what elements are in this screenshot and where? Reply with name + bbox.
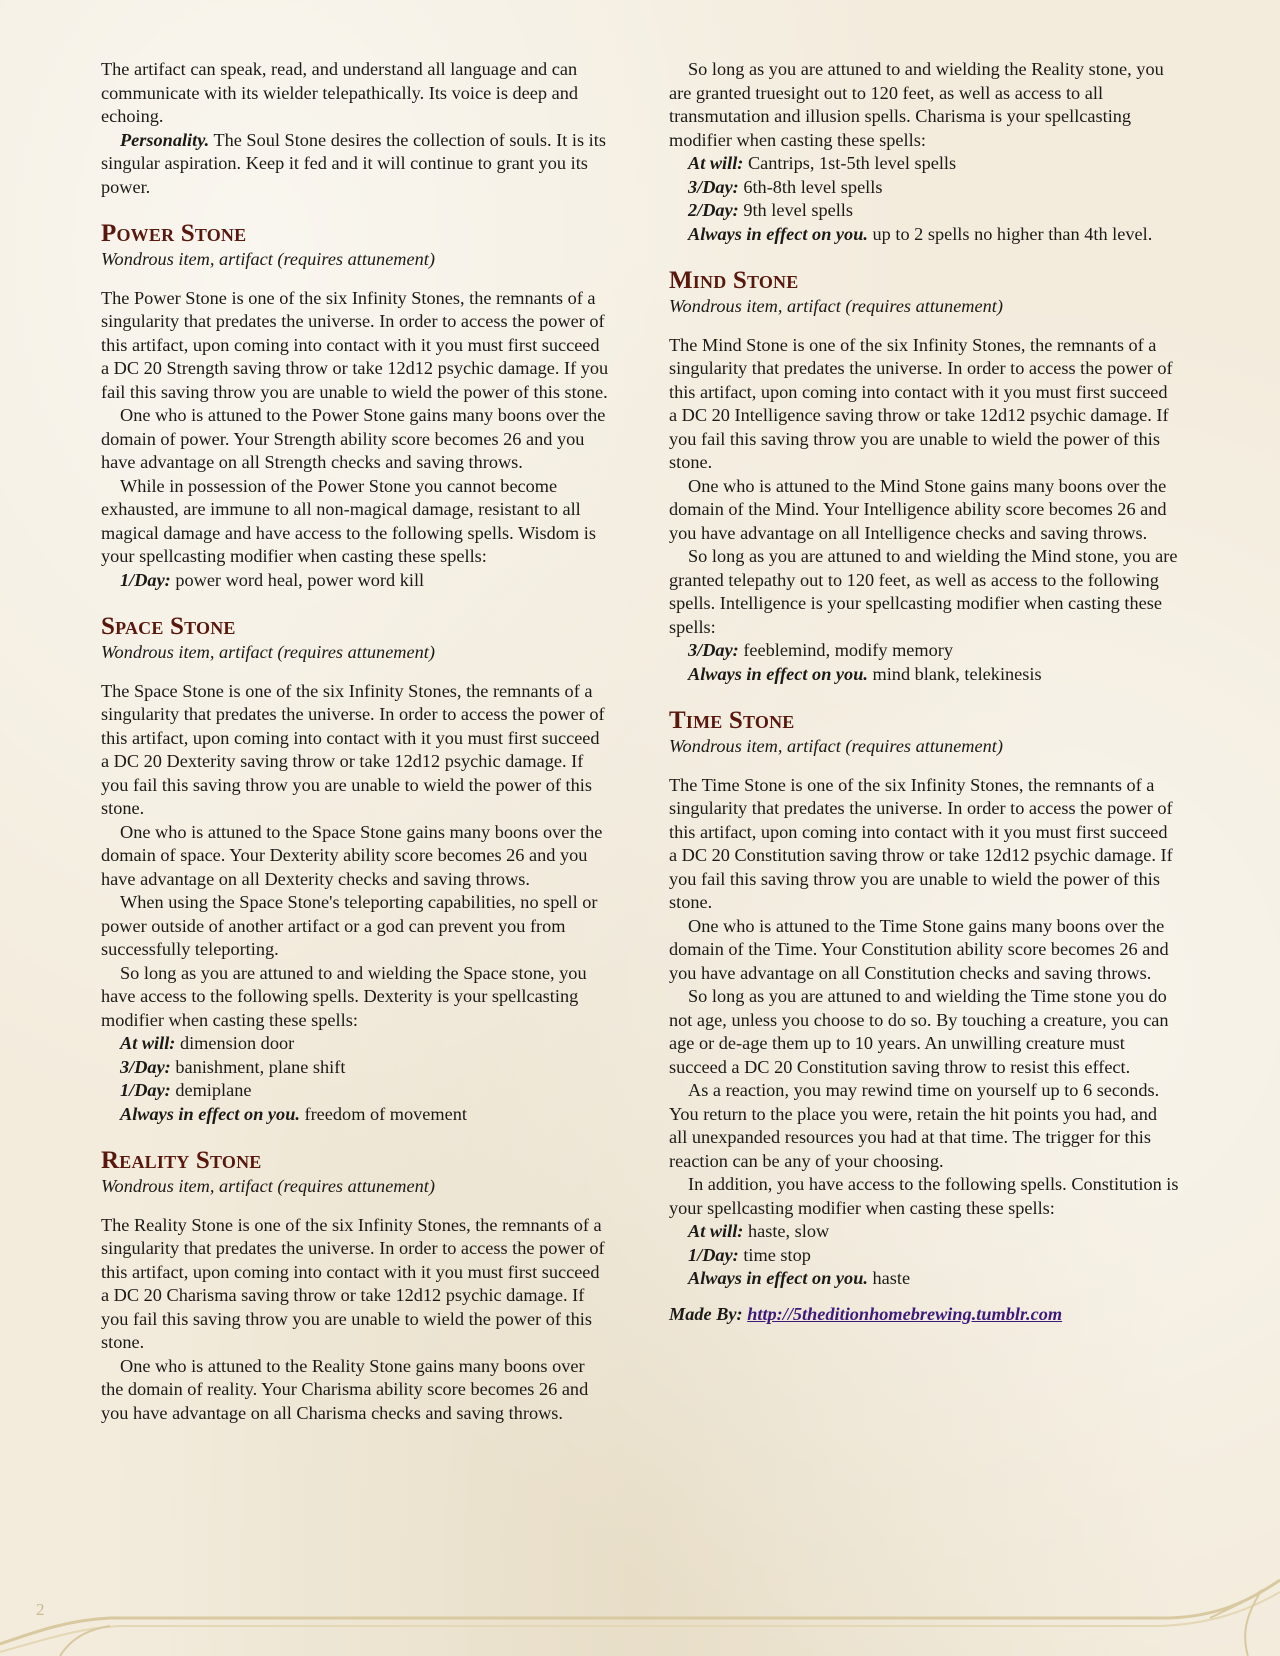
- spell-line: 1/Day: time stop: [688, 1244, 811, 1265]
- credit-label: Made By:: [669, 1303, 743, 1324]
- reality-stone-section: [101, 1147, 611, 1425]
- intro-paragraph: The artifact can speak, read, and understand all language and can communicate with its wielder telepathically. Its voice is deep and echoing.: [101, 59, 579, 126]
- space-paragraph-3: When using the Space Stone's teleporting capabilities, no spell or power outside of another artifact or a god can prevent you from successfully teleporting.: [101, 892, 598, 959]
- credit-link[interactable]: http://5theditionhomebrewing.tumblr.com: [747, 1303, 1063, 1324]
- space-paragraph-1: The Space Stone is one of the six Infinity Stones, the remnants of a singularity that predates the universe. In order to access the power of this artifact, upon coming into contact with it you must first succeed a DC 20 Dexterity saving throw or take 12d12 psychic damage. If you fail this saving throw you are unable to wield the power of this stone.: [101, 680, 605, 818]
- power-paragraph-2: One who is attuned to the Power Stone gains many boons over the domain of power. Your Strength ability score becomes 26 and you have advantage on all Strength checks and saving throws.: [101, 405, 606, 472]
- credit-line: [669, 1303, 1179, 1327]
- spell-line: 1/Day: demiplane: [120, 1080, 252, 1100]
- space-stone-title: Space Stone: [101, 613, 236, 640]
- spell-line: Always in effect on you. mind blank, telekinesis: [688, 663, 1042, 684]
- mind-stone-section: [669, 267, 1179, 686]
- mind-paragraph-2: One who is attuned to the Mind Stone gains many boons over the domain of the Mind. Your Intelligence ability score becomes 26 and you have advantage on all Intelligence checks and saving throws.: [669, 475, 1167, 543]
- reality-paragraph-3: So long as you are attuned to and wielding the Reality stone, you are granted truesight out to 120 feet, as well as access to all transmutation and illusion spells. Charisma is your spellcasting modifier when casting these spells:: [669, 59, 1164, 150]
- time-stone-subtitle: Wondrous item, artifact (requires attunement): [669, 736, 1003, 756]
- time-paragraph-5: In addition, you have access to the following spells. Constitution is your spellcasting modifier when casting these spells:: [669, 1174, 1179, 1218]
- reality-stone-subtitle: Wondrous item, artifact (requires attunement): [101, 1176, 435, 1196]
- spell-line: Always in effect on you. haste: [688, 1268, 911, 1288]
- mind-paragraph-3: So long as you are attuned to and wielding the Mind stone, you are granted telepathy out to 120 feet, as well as access to the following spells. Intelligence is your spellcasting modifier when casting these spells:: [669, 546, 1178, 637]
- mind-stone-title: Mind Stone: [669, 267, 799, 294]
- space-paragraph-4: So long as you are attuned to and wielding the Space stone, you have access to the following spells. Dexterity is your spellcasting modifier when casting these spells:: [101, 962, 587, 1030]
- spell-line: At will: dimension door: [120, 1033, 295, 1053]
- spell-line: 3/Day: feeblemind, modify memory: [688, 640, 954, 660]
- time-paragraph-2: One who is attuned to the Time Stone gains many boons over the domain of the Time. Your Constitution ability score becomes 26 and you have advantage on all Constitution checks and saving throws.: [669, 915, 1169, 983]
- reality-stone-title: Reality Stone: [101, 1147, 262, 1174]
- power-paragraph-3: While in possession of the Power Stone you cannot become exhausted, are immune to all non-magical damage, resistant to all magical damage and have access to the following spells. Wisdom is your spellcasting modifier when casting these spells:: [101, 475, 596, 566]
- personality-label: Personality.: [120, 129, 210, 150]
- time-paragraph-1: The Time Stone is one of the six Infinity Stones, the remnants of a singularity that predates the universe. In order to access the power of this artifact, upon coming into contact with it you must first succeed a DC 20 Constitution saving throw or take 12d12 psychic damage. If you fail this saving throw you are unable to wield the power of this stone.: [669, 774, 1173, 912]
- space-stone-subtitle: Wondrous item, artifact (requires attunement): [101, 642, 435, 662]
- personality-paragraph: Personality. The Soul Stone desires the collection of souls. It is its singular aspiration. Keep it fed and it will continue to grant you its power.: [101, 129, 606, 197]
- time-paragraph-3: So long as you are attuned to and wielding the Time stone you do not age, unless you choose to do so. By touching a creature, you can age or de-age them up to 10 years. An unwilling creature must succeed a DC 20 Constitution saving throw to resist this effect.: [669, 986, 1169, 1077]
- spell-line: 3/Day: 6th-8th level spells: [688, 176, 883, 197]
- spell-line: At will: haste, slow: [688, 1221, 830, 1241]
- spell-line: 1/Day: power word heal, power word kill: [120, 569, 425, 590]
- spell-line: 3/Day: banishment, plane shift: [120, 1056, 346, 1077]
- power-stone-title: Power Stone: [101, 220, 247, 247]
- power-paragraph-1: The Power Stone is one of the six Infinity Stones, the remnants of a singularity that predates the universe. In order to access the power of this artifact, upon coming into contact with it you must first succeed a DC 20 Strength saving throw or take 12d12 psychic damage. If you fail this saving throw you are unable to wield the power of this stone.: [101, 287, 609, 402]
- right-column: [669, 58, 1179, 1326]
- reality-paragraph-2: One who is attuned to the Reality Stone gains many boons over the domain of reality. Your Charisma ability score becomes 26 and you have advantage on all Charisma checks and saving throws.: [101, 1355, 589, 1423]
- power-stone-section: [101, 220, 611, 592]
- reality-paragraph-1: The Reality Stone is one of the six Infinity Stones, the remnants of a singularity that predates the universe. In order to access the power of this artifact, upon coming into contact with it you must first succeed a DC 20 Charisma saving throw or take 12d12 psychic damage. If you fail this saving throw you are unable to wield the power of this stone.: [101, 1214, 605, 1352]
- space-paragraph-2: One who is attuned to the Space Stone gains many boons over the domain of space. Your Dexterity ability score becomes 26 and you have advantage on all Dexterity checks and saving throws.: [101, 821, 603, 889]
- spell-line: At will: Cantrips, 1st-5th level spells: [688, 153, 957, 173]
- spell-line: 2/Day: 9th level spells: [688, 200, 854, 220]
- page-number: 2: [36, 1600, 45, 1619]
- mind-stone-subtitle: Wondrous item, artifact (requires attunement): [669, 296, 1003, 316]
- space-stone-section: [101, 613, 611, 1126]
- spell-line: Always in effect on you. up to 2 spells no higher than 4th level.: [688, 223, 1153, 244]
- spell-line: Always in effect on you. freedom of movement: [120, 1103, 467, 1124]
- time-paragraph-4: As a reaction, you may rewind time on yourself up to 6 seconds. You return to the place you were, retain the hit points you had, and all unexpanded resources you had at that time. The trigger for this reaction can be any of your choosing.: [669, 1080, 1160, 1171]
- footer-ornament: [0, 1560, 1280, 1656]
- mind-paragraph-1: The Mind Stone is one of the six Infinity Stones, the remnants of a singularity that predates the universe. In order to access the power of this artifact, upon coming into contact with it you must first succeed a DC 20 Intelligence saving throw or take 12d12 psychic damage. If you fail this saving throw you are unable to wield the power of this stone.: [669, 334, 1173, 472]
- time-stone-section: [669, 707, 1179, 1291]
- power-stone-subtitle: Wondrous item, artifact (requires attunement): [101, 249, 435, 269]
- left-column: [101, 58, 611, 1425]
- time-stone-title: Time Stone: [669, 707, 795, 734]
